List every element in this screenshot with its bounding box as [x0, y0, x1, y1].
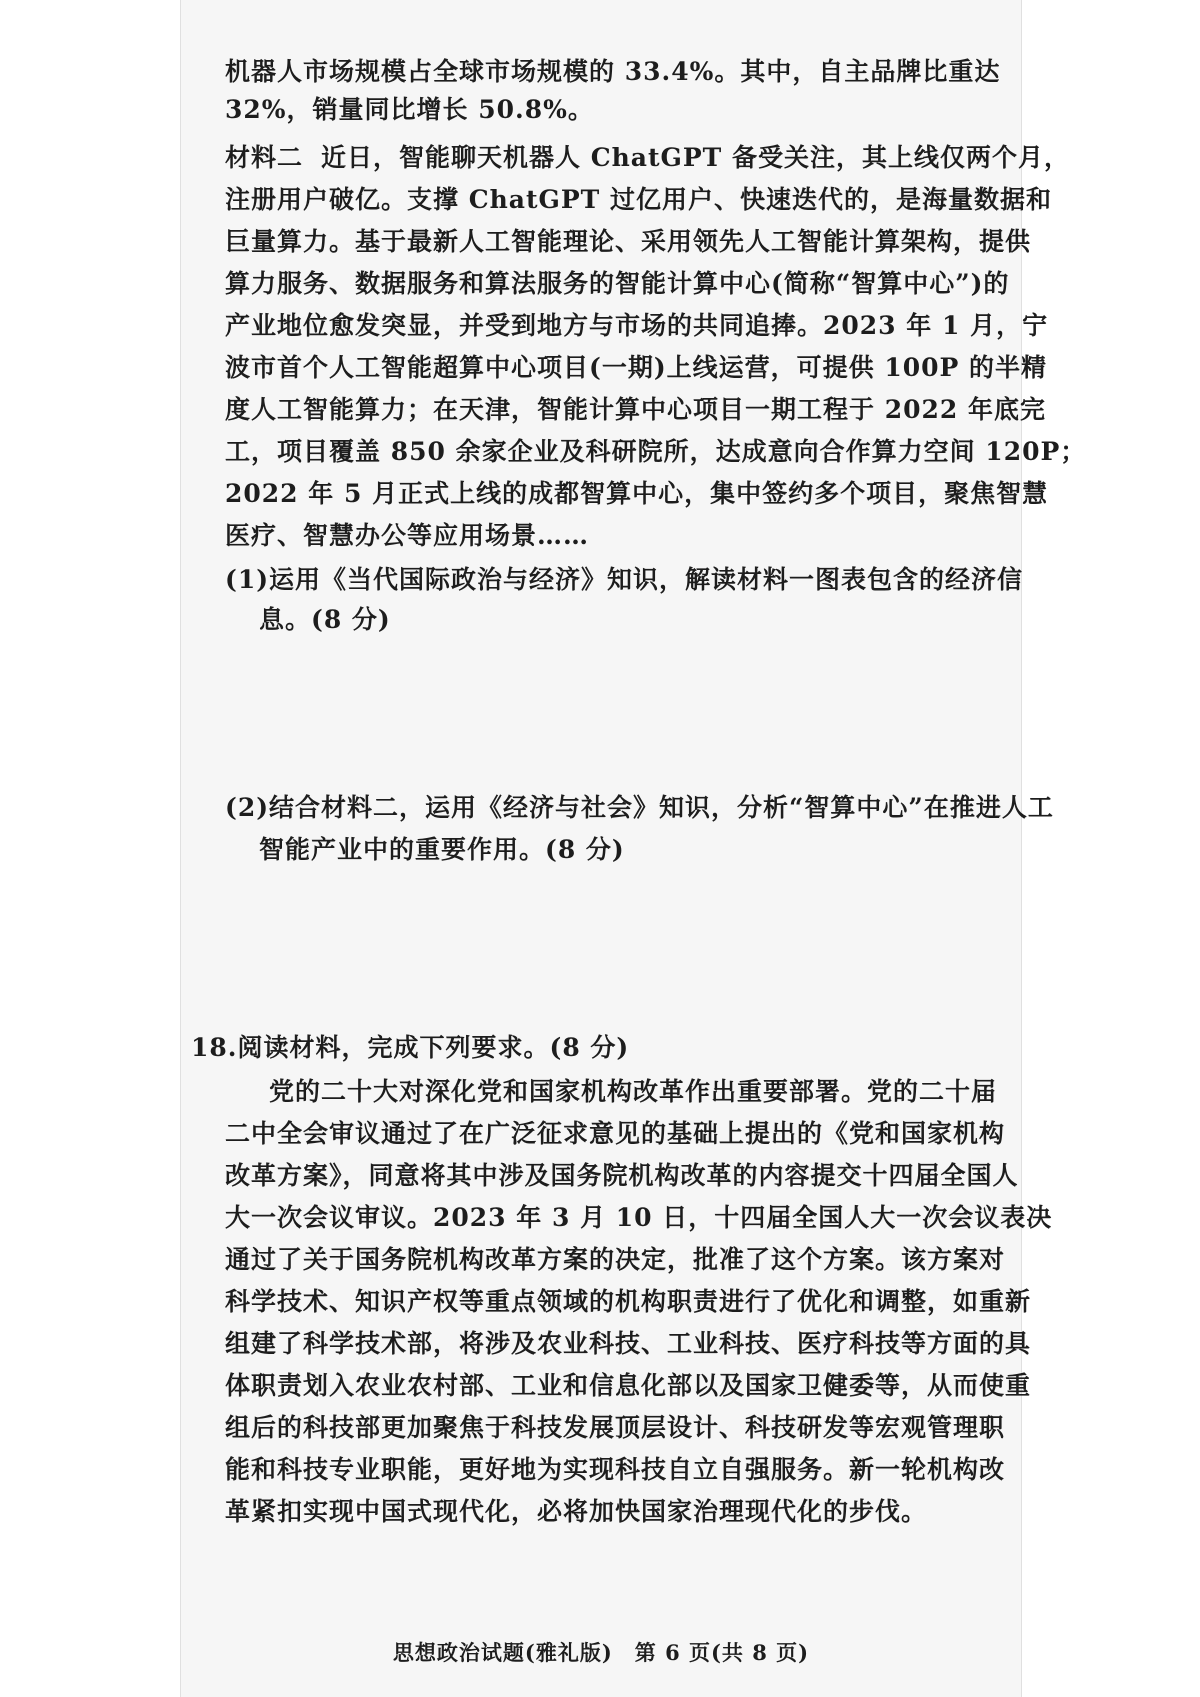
text-line: 波市首个人工智能超算中心项目(一期)上线运营，可提供 100P 的半精: [225, 353, 1048, 382]
material-two-label: 材料二: [225, 143, 304, 172]
text-line: 通过了关于国务院机构改革方案的决定，批准了这个方案。该方案对: [225, 1245, 1006, 1274]
text-line: 注册用户破亿。支撑 ChatGPT 过亿用户、快速迭代的，是海量数据和: [225, 185, 1052, 214]
text-line: 算力服务、数据服务和算法服务的智能计算中心(简称“智算中心”)的: [225, 269, 1010, 298]
text-line: 科学技术、知识产权等重点领域的机构职责进行了优化和调整，如重新: [225, 1287, 1032, 1316]
text-line: 32%，销量同比增长 50.8%。: [225, 95, 594, 124]
text-line: 巨量算力。基于最新人工智能理论、采用领先人工智能计算架构，提供: [225, 227, 1032, 256]
question-1-line: (1)运用《当代国际政治与经济》知识，解读材料一图表包含的经济信: [225, 565, 1024, 594]
exam-page: [180, 0, 1087, 1697]
text-line: 组建了科学技术部，将涉及农业科技、工业科技、医疗科技等方面的具: [225, 1329, 1032, 1358]
text-line: 体职责划入农业农村部、工业和信息化部以及国家卫健委等，从而使重: [225, 1371, 1032, 1400]
text-line: 度人工智能算力；在天津，智能计算中心项目一期工程于 2022 年底完: [225, 395, 1046, 424]
text-line: 改革方案》，同意将其中涉及国务院机构改革的内容提交十四届全国人: [225, 1161, 1019, 1190]
text-line: 2022 年 5 月正式上线的成都智算中心，集中签约多个项目，聚焦智慧: [225, 479, 1049, 508]
text-line: 工，项目覆盖 850 余家企业及科研院所，达成意向合作算力空间 120P；: [225, 437, 1087, 466]
text-line: 能和科技专业职能，更好地为实现科技自立自强服务。新一轮机构改: [225, 1455, 1006, 1484]
page-footer: 思想政治试题(雅礼版) 第 6 页(共 8 页): [392, 1640, 810, 1665]
text-line: 组后的科技部更加聚焦于科技发展顶层设计、科技研发等宏观管理职: [225, 1413, 1006, 1442]
text-line: 二中全会审议通过了在广泛征求意见的基础上提出的《党和国家机构: [225, 1119, 1006, 1148]
question-2-line: 智能产业中的重要作用。(8 分): [259, 835, 625, 864]
text-line: 大一次会议审议。2023 年 3 月 10 日，十四届全国人大一次会议表决: [225, 1203, 1053, 1232]
text-line: 近日，智能聊天机器人 ChatGPT 备受关注，其上线仅两个月，: [321, 143, 1070, 172]
question-18-heading: 18.阅读材料，完成下列要求。(8 分): [191, 1033, 630, 1062]
question-2-line: (2)结合材料二，运用《经济与社会》知识，分析“智算中心”在推进人工: [225, 793, 1054, 822]
question-1-line: 息。(8 分): [259, 605, 391, 634]
text-line: 产业地位愈发突显，并受到地方与市场的共同追捧。2023 年 1 月，宁: [225, 311, 1049, 340]
text-line: 党的二十大对深化党和国家机构改革作出重要部署。党的二十届: [269, 1077, 998, 1106]
text-line: 机器人市场规模占全球市场规模的 33.4%。其中，自主品牌比重达: [225, 57, 1001, 86]
text-line: 革紧扣实现中国式现代化，必将加快国家治理现代化的步伐。: [225, 1497, 928, 1526]
text-line: 医疗、智慧办公等应用场景……: [225, 521, 590, 550]
